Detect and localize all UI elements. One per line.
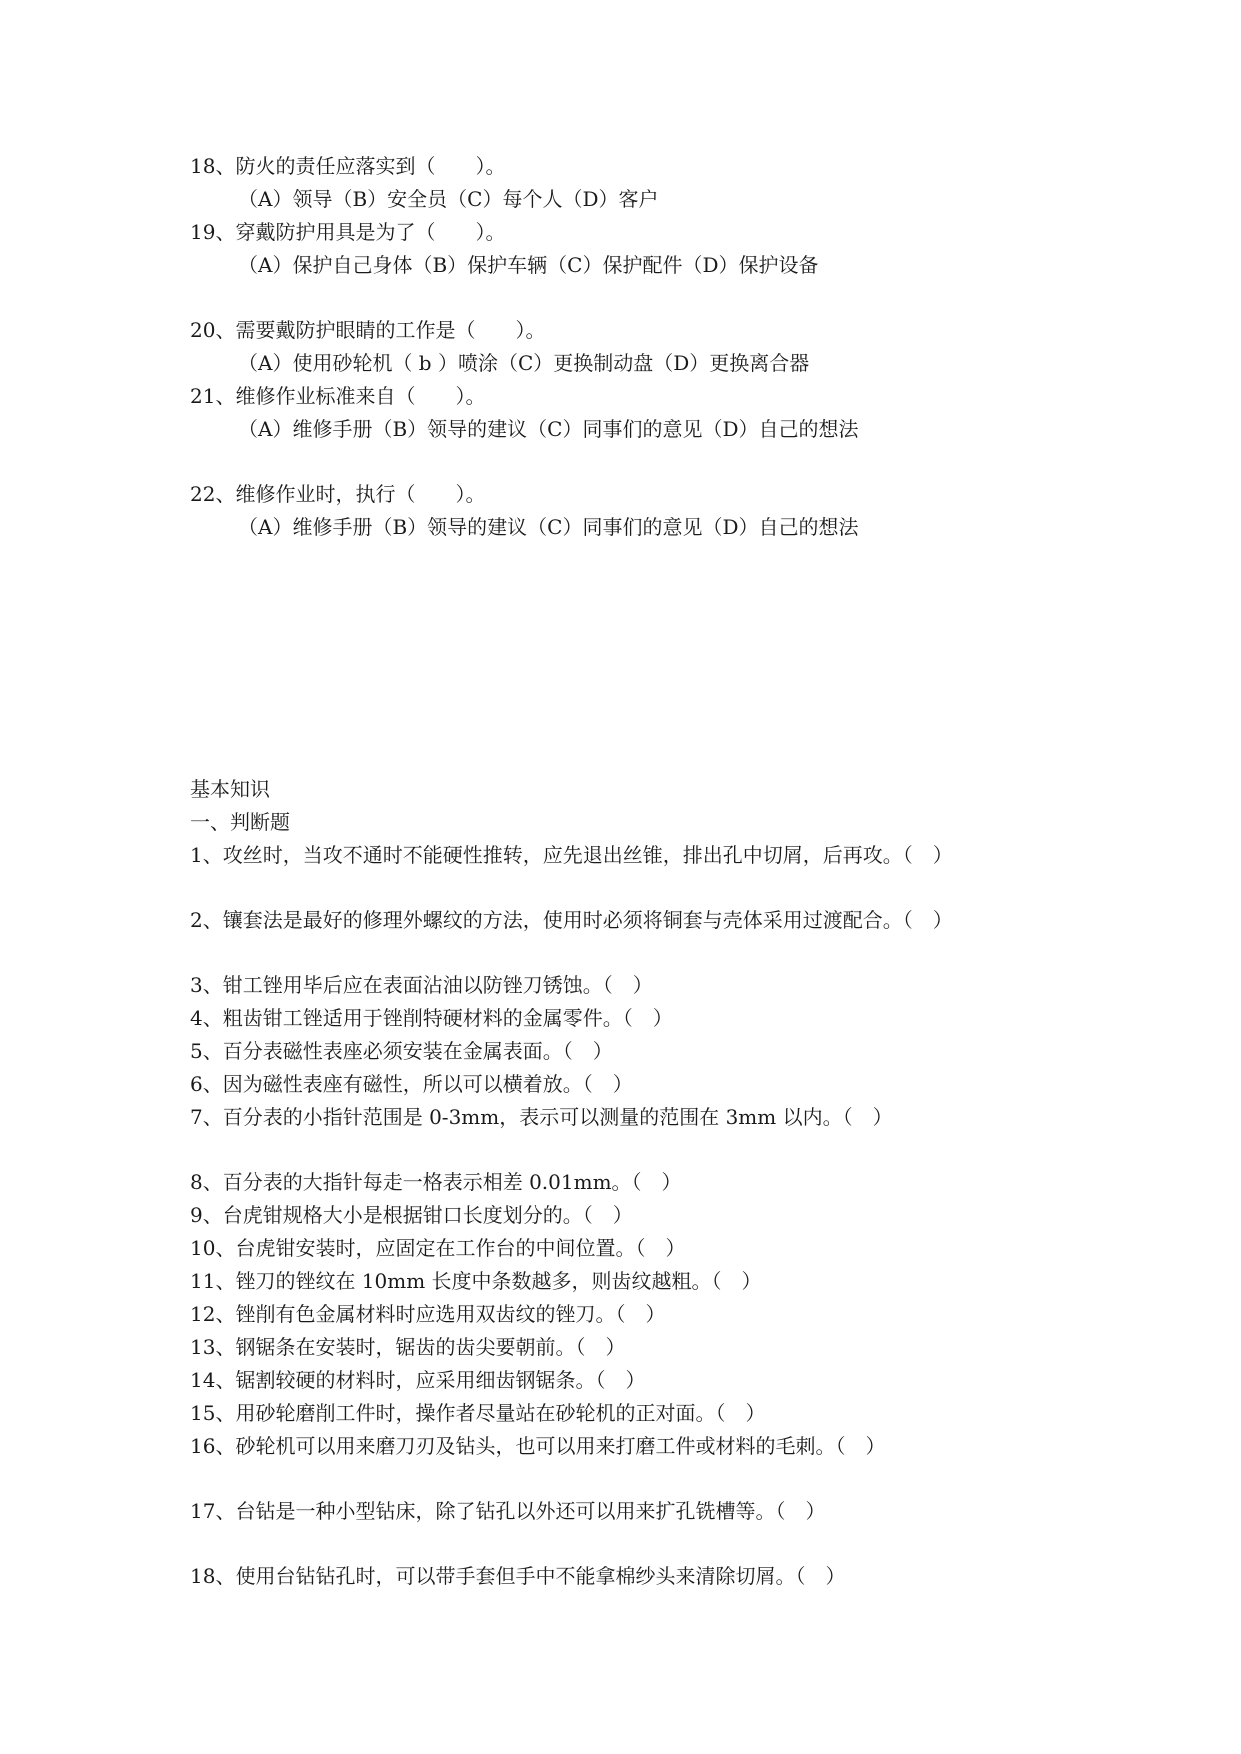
judgment-question-8: 8、百分表的大指针每走一格表示相差 0.01mm。（ ） [190, 1170, 682, 1194]
judgment-question-16: 16、砂轮机可以用来磨刀刃及钻头，也可以用来打磨工件或材料的毛刺。（ ） [190, 1434, 886, 1458]
choice-options-20: （A）使用砂轮机（ b ）喷涂（C）更换制动盘（D）更换离合器 [238, 351, 810, 375]
judgment-question-7: 7、百分表的小指针范围是 0-3mm，表示可以测量的范围在 3mm 以内。（ ） [190, 1105, 893, 1129]
judgment-question-4: 4、粗齿钳工锉适用于锉削特硬材料的金属零件。（ ） [190, 1006, 673, 1030]
choice-options-22: （A）维修手册（B）领导的建议（C）同事们的意见（D）自己的想法 [238, 515, 859, 539]
section-title: 基本知识 [190, 777, 270, 801]
choice-question-22: 22、维修作业时，执行（ ）。 [190, 482, 486, 506]
judgment-question-11: 11、锉刀的锉纹在 10mm 长度中条数越多，则齿纹越粗。（ ） [190, 1269, 762, 1293]
choice-question-18: 18、防火的责任应落实到（ ）。 [190, 154, 506, 178]
judgment-question-15: 15、用砂轮磨削工件时，操作者尽量站在砂轮机的正对面。（ ） [190, 1401, 766, 1425]
choice-options-18: （A）领导（B）安全员（C）每个人（D）客户 [238, 187, 659, 211]
judgment-question-14: 14、锯割较硬的材料时，应采用细齿钢锯条。（ ） [190, 1368, 646, 1392]
judgment-question-13: 13、钢锯条在安装时，锯齿的齿尖要朝前。（ ） [190, 1335, 626, 1359]
judgment-question-2: 2、镶套法是最好的修理外螺纹的方法，使用时必须将铜套与壳体采用过渡配合。（ ） [190, 908, 953, 932]
judgment-question-5: 5、百分表磁性表座必须安装在金属表面。（ ） [190, 1039, 613, 1063]
choice-question-20: 20、需要戴防护眼睛的工作是（ ）。 [190, 318, 546, 342]
judgment-question-10: 10、台虎钳安装时，应固定在工作台的中间位置。（ ） [190, 1236, 686, 1260]
choice-question-19: 19、穿戴防护用具是为了（ ）。 [190, 220, 506, 244]
judgment-question-17: 17、台钻是一种小型钻床，除了钻孔以外还可以用来扩孔铣槽等。（ ） [190, 1499, 826, 1523]
judgment-question-18: 18、使用台钻钻孔时，可以带手套但手中不能拿棉纱头来清除切屑。（ ） [190, 1564, 846, 1588]
judgment-question-9: 9、台虎钳规格大小是根据钳口长度划分的。（ ） [190, 1203, 633, 1227]
judgment-question-3: 3、钳工锉用毕后应在表面沾油以防锉刀锈蚀。（ ） [190, 973, 653, 997]
choice-question-21: 21、维修作业标准来自（ ）。 [190, 384, 486, 408]
choice-options-21: （A）维修手册（B）领导的建议（C）同事们的意见（D）自己的想法 [238, 417, 859, 441]
section-subtitle: 一、判断题 [190, 810, 290, 834]
judgment-question-6: 6、因为磁性表座有磁性，所以可以横着放。（ ） [190, 1072, 633, 1096]
judgment-question-1: 1、攻丝时，当攻不通时不能硬性推转，应先退出丝锥，排出孔中切屑，后再攻。（ ） [190, 843, 953, 867]
judgment-question-12: 12、锉削有色金属材料时应选用双齿纹的锉刀。（ ） [190, 1302, 666, 1326]
choice-options-19: （A）保护自己身体（B）保护车辆（C）保护配件（D）保护设备 [238, 253, 819, 277]
